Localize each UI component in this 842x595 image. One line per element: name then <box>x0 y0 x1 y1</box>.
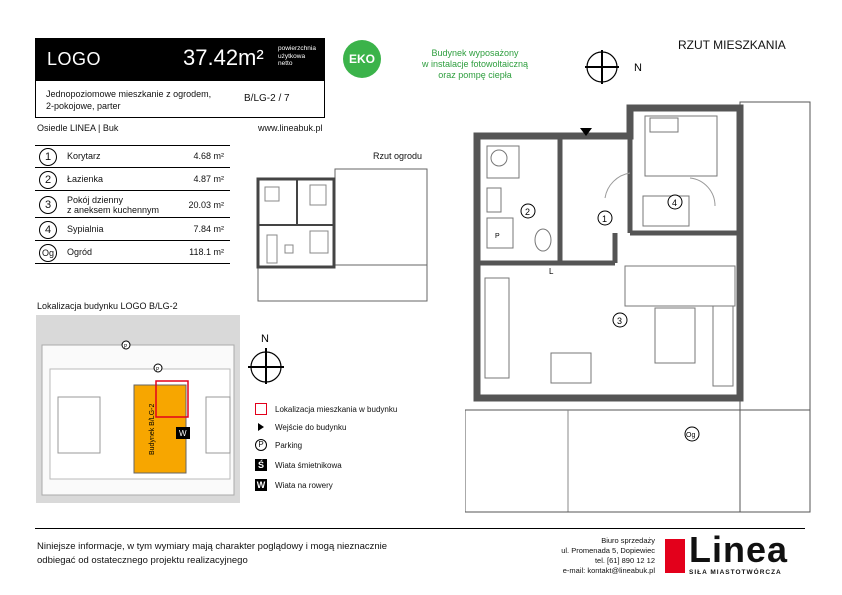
room-row <box>35 169 230 191</box>
location-title: Lokalizacja budynku LOGO B/LG-2 <box>37 301 178 311</box>
fridge-label: L <box>549 267 554 276</box>
parking-icon: P <box>255 439 267 451</box>
apartment-description-box <box>35 80 325 118</box>
room-name: Korytarz <box>67 151 101 161</box>
parking-marker: P <box>156 367 160 373</box>
bike-shelter-icon: W <box>256 480 266 490</box>
room-number: 2 <box>39 171 57 189</box>
room-number: 3 <box>39 196 57 214</box>
usable-area-label: powierzchnia użytkowa netto <box>278 45 316 67</box>
room-area: 4.68 m² <box>193 151 224 161</box>
unit-code: B/LG-2 / 7 <box>244 93 290 104</box>
room-area: 7.84 m² <box>193 224 224 234</box>
room-number: 1 <box>39 148 57 166</box>
logo-text: LOGO <box>47 49 102 69</box>
disclaimer: Niniejsze informacje, w tym wymiary mają charakter poglądowy i mogą nieznacznie odbiegać od ostatecznego projektu realizacyjnego <box>37 541 388 566</box>
room-area: 4.87 m² <box>193 174 224 184</box>
brand-name: Linea <box>689 529 789 570</box>
garden-plan <box>255 165 435 305</box>
room-label-garden: Og <box>686 432 696 439</box>
site-plan-map <box>36 315 241 505</box>
red-square-icon <box>255 403 267 415</box>
compass-north-label: N <box>634 62 642 74</box>
room-row <box>35 192 230 218</box>
apartment-floor-plan <box>465 98 815 518</box>
bike-shelter-marker: W <box>179 429 187 438</box>
bath-p-label: P <box>495 233 500 240</box>
room-row <box>35 146 230 168</box>
room-name: Ogród <box>67 247 93 257</box>
estate-name: Osiedle LINEA | Buk <box>37 123 119 133</box>
header-bar <box>35 38 325 80</box>
building-label: Budynek B/LG-2 <box>149 403 156 455</box>
room-name: Pokój dzienny z aneksem kuchennym <box>67 195 160 215</box>
room-label-4: 4 <box>672 198 678 208</box>
parking-marker: P <box>124 344 128 350</box>
sales-office: Biuro sprzedaży ul. Promenada 5, Dopiewiec tel. [61] 890 12 12 e-mail: kontakt@lineabuk.pl <box>561 536 655 575</box>
room-label-1: 1 <box>602 214 608 224</box>
location-compass-icon <box>248 330 298 390</box>
apartment-description: Jednopoziomowe mieszkanie z ogrodem, 2-pokojowe, parter <box>46 89 212 111</box>
bin-shelter-icon: Ś <box>255 459 267 471</box>
eko-description: Budynek wyposażony w instalacje fotowoltaiczną oraz pompę ciepła <box>421 48 529 80</box>
entrance-arrow-icon <box>255 421 267 433</box>
room-name: Sypialnia <box>67 224 104 234</box>
website-link[interactable]: www.lineabuk.pl <box>258 123 323 133</box>
room-name: Łazienka <box>67 174 104 184</box>
room-label-2: 2 <box>525 207 531 217</box>
plan-title: RZUT MIESZKANIA <box>678 38 786 52</box>
brand-mark-icon <box>665 539 685 573</box>
garden-title: Rzut ogrodu <box>373 151 423 161</box>
usable-area: 37.42m² <box>183 45 264 70</box>
garden-area <box>740 102 810 512</box>
room-row <box>35 219 230 241</box>
compass-icon <box>585 50 655 90</box>
room-row <box>35 242 230 264</box>
room-number: Og <box>39 244 57 262</box>
location-compass-north: N <box>261 333 269 345</box>
room-area: 118.1 m² <box>189 247 224 257</box>
room-label-3: 3 <box>617 316 623 326</box>
eko-badge: EKO <box>343 40 381 78</box>
room-number: 4 <box>39 221 57 239</box>
brand-tagline: SIŁA MIASTOTWÓRCZA <box>689 569 782 576</box>
room-area: 20.03 m² <box>188 200 224 210</box>
